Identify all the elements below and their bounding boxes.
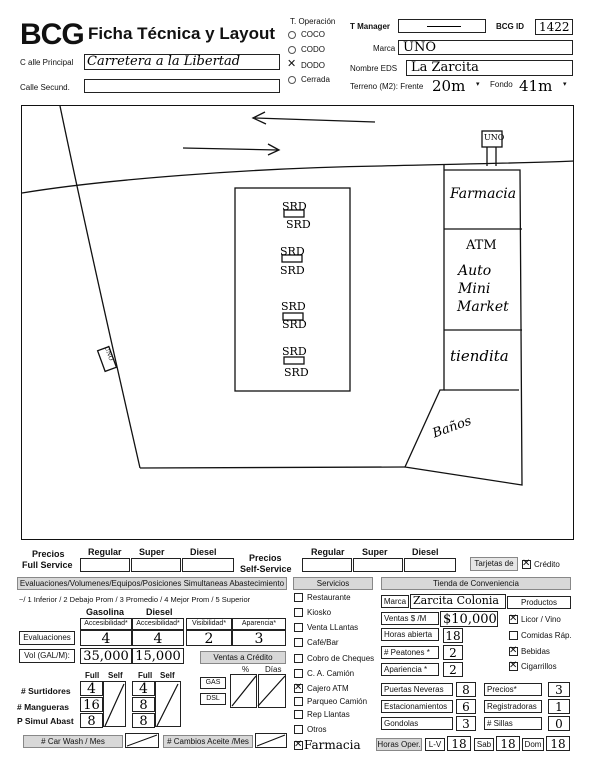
full-service-label-1: Precios [32,549,65,559]
svc-rep-llantas-label: Rep Llantas [307,710,350,719]
sign-label: UNO [484,133,505,142]
apariencia-value[interactable]: 2 [443,662,463,677]
t-manager-label: T Manager [350,22,391,31]
sab-label: Sab [474,738,494,751]
op-dodo: DODO [301,61,325,70]
calle-secund-label: Calle Secund. [20,83,70,92]
psim-full-gas[interactable]: 8 [80,713,103,728]
svc-cafe[interactable] [294,638,303,647]
svc-restaurante-label: Restaurante [307,593,351,602]
prod-comidas: Comidas Ráp. [521,631,572,640]
svc-parqueo[interactable] [294,697,303,706]
op-coco: COCO [301,30,325,39]
svc-parqueo-label: Parqueo Camión [307,697,368,706]
cambios-label: # Cambios Aceite /Mes [163,735,253,748]
self-col-dsl: Self [160,671,175,680]
col-regular: Regular [88,547,122,557]
acc-gas-header: Accesibilidad* [80,618,132,630]
room-mini: Mini [458,281,491,297]
prod-licor: Licor / Vino [521,615,561,624]
frente-value: 20m [432,77,466,95]
full-service-label-2: Full Service [22,560,73,570]
svc-llantas-label: Venta LLantas [307,623,359,632]
regis-value[interactable]: 1 [548,699,570,714]
bay-label: SRD [284,366,309,379]
ventas-value[interactable]: $10,000 [440,611,498,627]
svc-kiosko-label: Kiosko [307,608,332,617]
nombre-eds-value: La Zarcita [411,60,479,75]
bay-label: SRD [280,245,305,258]
svc-camion[interactable] [294,669,303,678]
svc-camion-label: C. A. Camión [307,669,355,678]
room-auto: Auto [458,263,492,279]
room-atm: ATM [466,238,497,253]
ventas-label: Ventas $ /M [381,612,439,625]
lv-value[interactable]: 18 [447,736,471,751]
credito-label: Crédito [534,560,560,569]
calle-principal-value: Carretera a la Libertad [87,54,241,69]
bay-label: SRD [282,345,307,358]
svc-kiosko[interactable] [294,608,303,617]
psim-full-dsl[interactable]: 8 [132,713,155,728]
vol-gas[interactable]: 35,000 [80,648,132,664]
svc-atm-label: Cajero ATM [307,684,349,693]
side-sign-label: UNO [102,345,115,362]
full-col-dsl: Full [138,671,153,680]
svc-otros-value: Farmacia [304,738,361,752]
horas-oper-label: Horas Oper. [377,740,421,749]
op-cerrada: Cerrada [301,75,330,84]
psimul-label: P Simul Abast [17,716,74,726]
dsl-label: DSL [200,693,226,705]
puertas-value[interactable]: 8 [456,682,476,697]
surtidores-label: # Surtidores [21,686,71,696]
acc-dsl-header: Accesibilidad* [132,618,184,630]
fondo-label: Fondo [490,80,513,89]
logo: BCG [20,18,84,51]
puertas-label: Puertas Neveras [381,683,453,696]
full-col: Full [85,671,100,680]
tarjetas-button[interactable]: Tarjetas de [470,557,518,571]
ventas-credito-header: Ventas a Crédito [200,651,286,664]
tienda-marca-field[interactable] [410,594,506,609]
op-codo: CODO [301,45,325,54]
peatones-value[interactable]: 2 [443,645,463,660]
sab-value[interactable]: 18 [496,736,520,751]
fondo-value: 41m [519,77,553,95]
prod-comidas-cb[interactable] [509,631,518,640]
room-banos: Baños [430,413,474,442]
precios-value[interactable]: 3 [548,682,570,697]
chevron-down-icon[interactable]: ▾ [476,81,480,88]
svc-farmacia[interactable] [294,741,303,750]
carwash-label: # Car Wash / Mes [23,735,123,748]
pct-label: % [242,665,250,674]
gond-label: Gondolas [381,717,453,730]
bcg-id-value: 1422 [539,20,570,34]
bay-label: SRD [286,218,311,231]
calle-principal-label: C alle Principal [20,58,74,67]
servicios-header: Servicios [293,577,373,590]
dias-label: Días [265,665,282,674]
self-col: Self [108,671,123,680]
bay-label: SRD [282,200,307,213]
col-diesel-self: Diesel [412,547,439,557]
svc-restaurante[interactable] [294,593,303,602]
page-title: Ficha Técnica y Layout [88,24,276,43]
tienda-marca-label: Marca [381,595,409,608]
evaluaciones-label: Evaluaciones [19,631,75,645]
radio-dodo-checked[interactable]: ✕ [287,58,297,70]
apar-header: Aparencia* [232,618,286,630]
svc-rep-llantas[interactable] [294,710,303,719]
eval-acc-dsl[interactable]: 4 [132,630,184,646]
scale-legend: ~/ 1 Inferior / 2 Debajo Prom / 3 Promedio / 4 Mejor Prom / 5 Superior [19,595,251,604]
prod-licor-cb[interactable] [509,615,518,624]
horas-label: Horas abierta [381,628,439,641]
prod-cigarrillos: Cigarrillos [521,662,557,671]
estac-value[interactable]: 6 [456,699,476,714]
svc-atm[interactable] [294,684,303,693]
bcg-id-label: BCG ID [496,22,524,31]
room-market: Market [457,299,509,315]
col-diesel: Diesel [190,547,217,557]
prod-cigarrillos-cb[interactable] [509,662,518,671]
dom-value[interactable]: 18 [546,736,570,751]
gas-label: GAS [200,677,226,689]
lv-label: L-V [425,738,445,751]
nombre-eds-label: Nombre EDS [350,64,398,73]
room-tiendita: tiendita [450,347,509,365]
vol-dsl[interactable]: 15,000 [132,648,184,664]
marca-value: UNO [403,40,436,55]
bay-label: SRD [281,300,306,313]
self-service-label-1: Precios [249,553,282,563]
t-operacion-label: T. Operación [290,17,336,26]
chevron-down-icon[interactable]: ▾ [563,81,567,88]
eval-acc-gas[interactable]: 4 [80,630,132,646]
tienda-header: Tienda de Conveniencia [381,577,571,590]
tienda-marca-value: Zarcita Colonia [413,594,499,607]
estac-label: Estacionamientos [381,700,453,713]
precios-label: Precios* [484,683,542,696]
apariencia-label: Apariencia * [381,663,439,676]
col-super-self: Super [362,547,388,557]
room-farmacia: Farmacia [450,186,517,202]
vis-header: Visibilidad* [186,618,232,630]
horas-value[interactable]: 18 [443,628,463,643]
diesel-label: Diesel [146,607,173,617]
regis-label: Registradoras [484,700,542,713]
bay-label: SRD [280,264,305,277]
svc-cafe-label: Café/Bar [307,638,339,647]
peatones-label: # Peatones * [381,646,439,659]
eval-vis[interactable]: 2 [186,630,232,646]
sillas-value[interactable]: 0 [548,716,570,731]
sillas-label: # Sillas [484,717,542,730]
svc-cheques-label: Cobro de Cheques [307,654,375,663]
productos-header: Productos [507,596,571,609]
svc-otros[interactable] [294,725,303,734]
gond-value[interactable]: 3 [456,716,476,731]
gasolina-label: Gasolina [86,607,125,617]
dom-label: Dom [522,738,544,751]
self-service-label-2: Self-Service [240,564,292,574]
col-super: Super [139,547,165,557]
mang-full-gas[interactable]: 16 [80,697,103,712]
bay-label: SRD [282,318,307,331]
marca-label: Marca [373,44,396,53]
terreno-label: Terreno (M2): Frente [350,82,424,91]
surt-full-dsl[interactable]: 4 [132,681,155,696]
svc-llantas[interactable] [294,623,303,632]
mang-full-dsl[interactable]: 8 [132,697,155,712]
mangueras-label: # Mangueras [17,702,69,712]
prod-bebidas: Bebidas [521,647,550,656]
evaluaciones-header: Evaluaciones/Volumenes/Equipos/Posiciones Simultaneas Abastecimiento [17,577,287,590]
eval-apar[interactable]: 3 [232,630,286,646]
col-regular-self: Regular [311,547,345,557]
surt-full-gas[interactable]: 4 [80,681,103,696]
svc-otros-label: Otros [307,725,327,734]
vol-label: Vol (GAL/M): [19,649,75,663]
prod-bebidas-cb[interactable] [509,647,518,656]
svc-cheques[interactable] [294,654,303,663]
